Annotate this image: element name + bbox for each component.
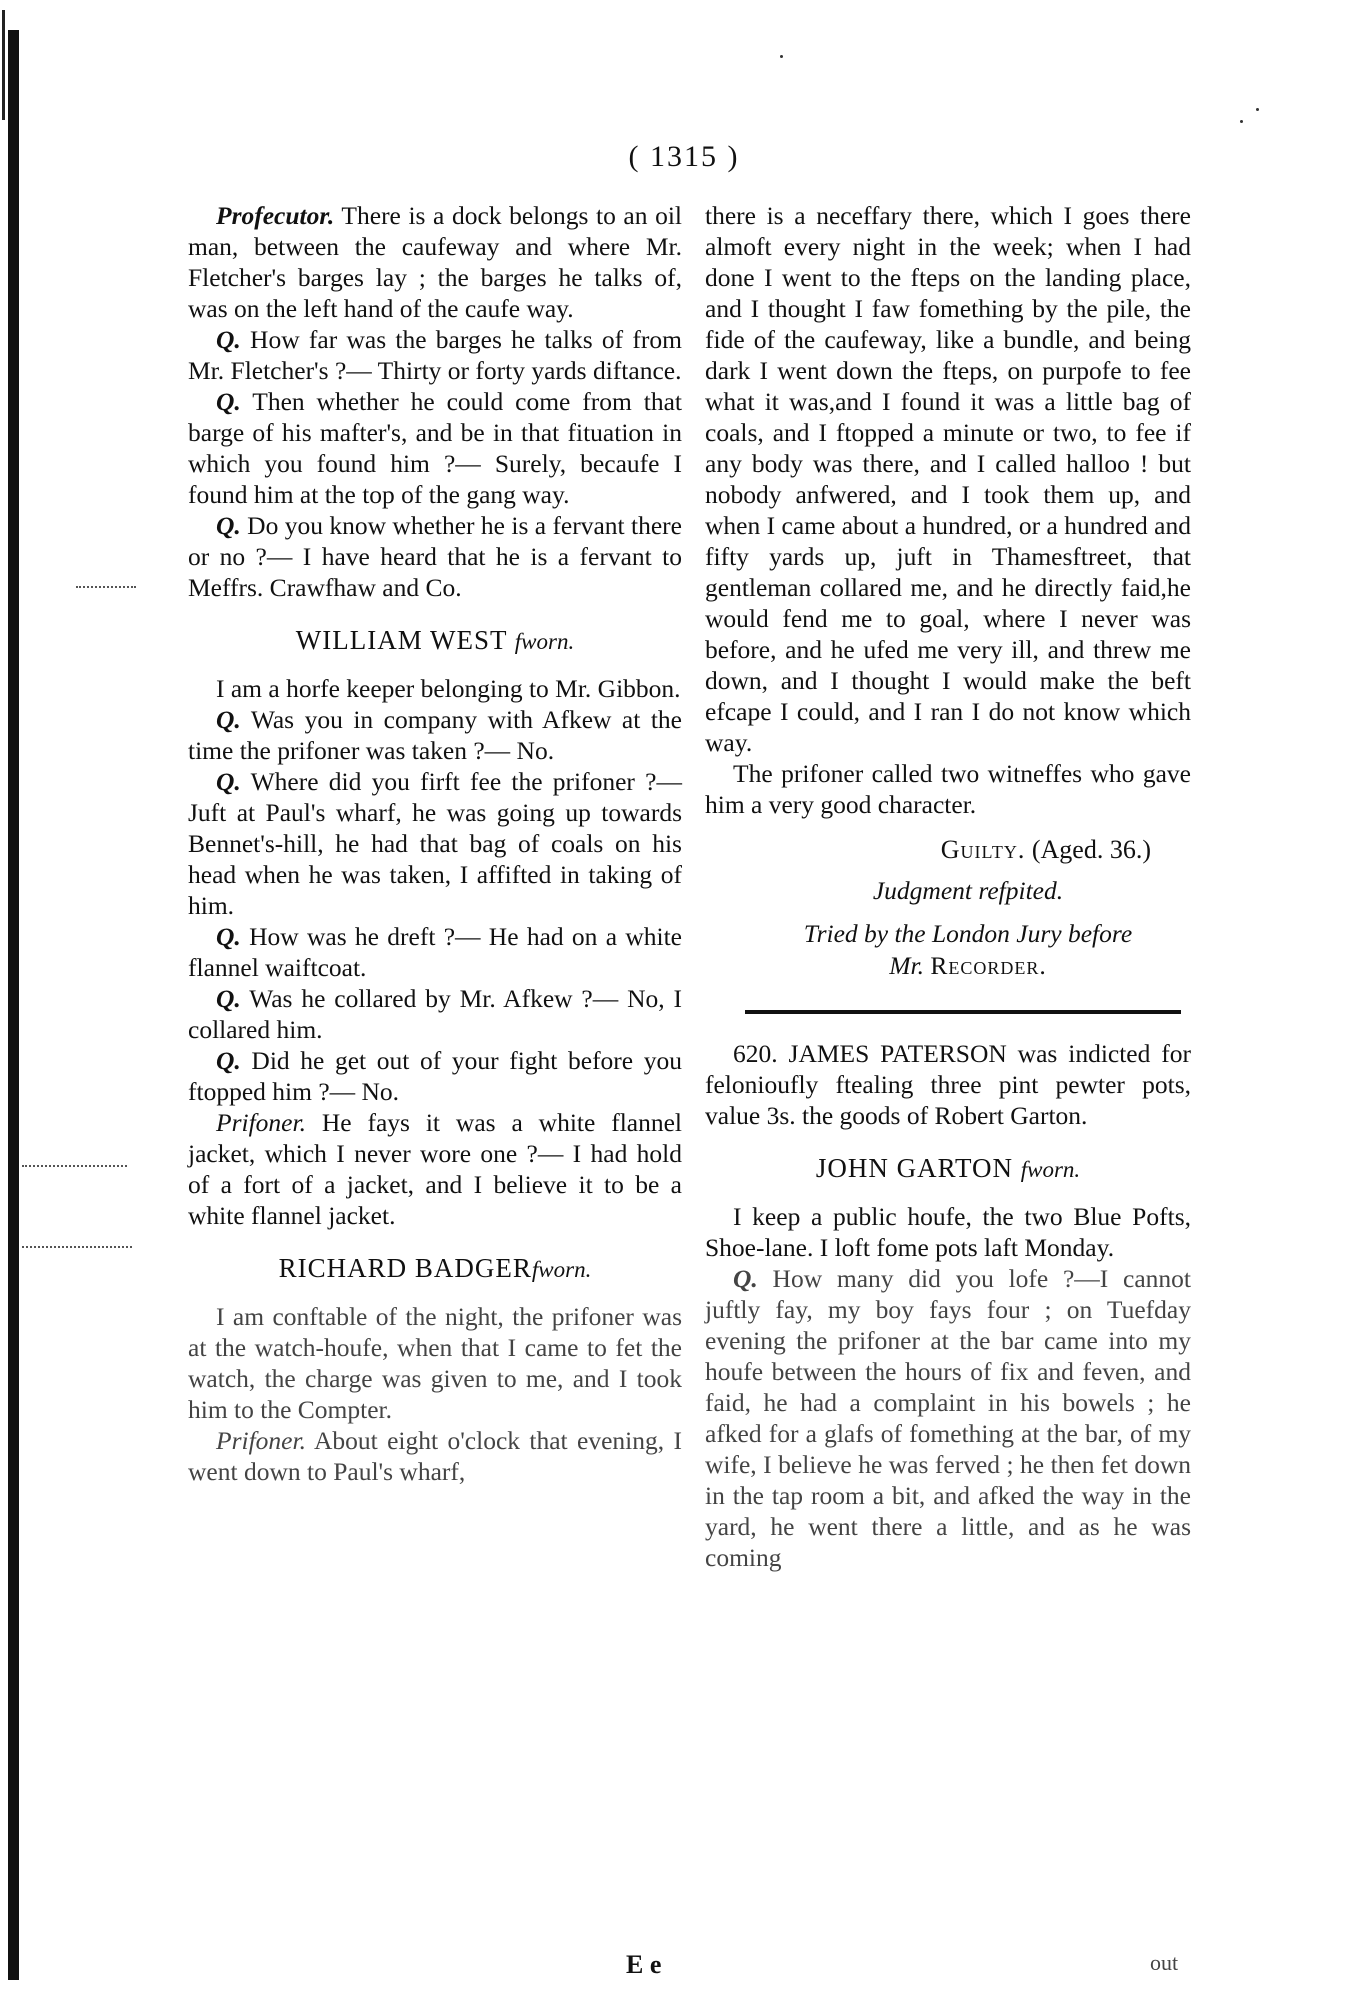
right-column (705, 200, 1191, 1573)
paragraph-text: About eight o'clock that evening, I went down to Paul's wharf, (188, 1426, 682, 1486)
paragraph (705, 1263, 1191, 1573)
case-paragraph (705, 1038, 1191, 1131)
witness-heading (705, 1153, 1191, 1185)
paragraph (188, 704, 682, 766)
paragraph (188, 1045, 682, 1107)
question-mark: Q. (216, 511, 241, 540)
age-note: (Aged. 36.) (1031, 835, 1151, 864)
paragraph-text: How far was the barges he talks of from Mr. Fletcher's ?— Thirty or forty yards diftance. (188, 325, 682, 385)
witness-name: WILLIAM WEST (295, 625, 508, 655)
scan-speck (780, 55, 783, 58)
scan-mark (22, 1246, 132, 1249)
paragraph-text: I am conftable of the night, the prifoner was at the watch-houfe, when that I came to fet the watch, the charge was given to me, and I took him to the Compter. (188, 1302, 682, 1424)
paragraph-text: Where did you firft fee the prifoner ?—Juft at Paul's wharf, he was going up towards Bennet's-hill, he had that bag of coals on his head when he was taken, I affifted in taking of him. (188, 767, 682, 920)
paragraph (705, 758, 1191, 820)
question-mark: Q. (216, 984, 241, 1013)
paragraph-text: Do you know whether he is a fervant there or no ?— I have heard that he is a fervant to Meffrs. Crawfhaw and Co. (188, 511, 682, 602)
question-mark: Q. (733, 1264, 758, 1293)
scan-speck (1256, 108, 1259, 111)
case-number: 620. (733, 1039, 778, 1068)
paragraph (188, 921, 682, 983)
page-number: ( 1315 ) (628, 140, 740, 173)
witness-name: RICHARD BADGER (278, 1253, 532, 1283)
paragraph-text: there is a neceffary there, which I goes there almoft every night in the week; when I had done I went to the fteps on the landing place, and I thought I faw fomething by the pile, the fide of the caufeway, like a bundle, and being dark I went down the fteps, on purpofe to fee what it was,and I found it was a little bag of coals, and I ftopped a minute or two, to fee if any body was there, and I called halloo ! but nobody anfwered, and I took them up, and when I came about a hundred, or a hundred and fifty yards up, juft in Thamesftreet, that gentleman collared me, and he directly faid,he would fend me to goal, where I never was before, and he ufed me very ill, and threw me down, and I thought I would make the beft efcape I could, and I ran I do not know which way. (705, 201, 1191, 757)
speaker-label: Profecutor. (216, 201, 335, 230)
section-divider (745, 1010, 1181, 1014)
paragraph (188, 766, 682, 921)
witness-name: JOHN GARTON (815, 1153, 1013, 1183)
paragraph-text: Then whether he could come from that barge of his mafter's, and be in that fituation in which you found him ?— Surely, becaufe I found him at the top of the gang way. (188, 387, 682, 509)
speaker-label: Prifoner. (216, 1108, 306, 1137)
witness-heading (188, 625, 682, 657)
binding-edge-thin (2, 10, 5, 120)
paragraph-text: How many did you lofe ?—I cannot juftly fay, my boy fays four ; on Tuefday evening the prifoner at the bar came into my houfe between the hours of fix and feven, and faid, he had a complaint in his bowels ; he afked for a glafs of fomething at the bar, of my wife, I believe he was ferved ; he then fet down in the tap room a bit, and afked the way in the yard, he went there a little, and as he was coming (705, 1264, 1191, 1572)
paragraph (188, 673, 682, 704)
question-mark: Q. (216, 705, 241, 734)
binding-edge (8, 30, 19, 1980)
paragraph-text: I am a horfe keeper belonging to Mr. Gibbon. (216, 674, 681, 703)
speaker-label: Prifoner. (216, 1426, 306, 1455)
paragraph-text: Was you in company with Afkew at the time the prifoner was taken ?— No. (188, 705, 682, 765)
catchword-signature: E e (626, 1950, 662, 1979)
paragraph (188, 386, 682, 510)
judgment-note: Judgment refpited. (872, 876, 1064, 905)
trial-line: Tried by the London Jury before (803, 919, 1133, 948)
sworn-label: fworn. (1020, 1157, 1081, 1182)
question-mark: Q. (216, 387, 241, 416)
left-column (188, 200, 682, 1487)
paragraph (188, 200, 682, 324)
paragraph-text: Did he get out of your fight before you ftopped him ?— No. (188, 1046, 682, 1106)
paragraph-text: He fays it was a white flannel jacket, which I never wore one ?— I had hold of a fort of a jacket, and I believe it to be a white flannel jacket. (188, 1108, 682, 1230)
paragraph (188, 1107, 682, 1231)
paragraph-text: How was he dreft ?— He had on a white flannel waiftcoat. (188, 922, 682, 982)
question-mark: Q. (216, 325, 241, 354)
sworn-label: fworn. (531, 1257, 592, 1282)
paragraph (188, 1301, 682, 1425)
paragraph (188, 1425, 682, 1487)
scan-mark (76, 586, 136, 589)
scan-speck (1240, 120, 1243, 123)
witness-heading (188, 1253, 682, 1285)
paragraph (188, 983, 682, 1045)
trial-note (745, 918, 1191, 982)
paragraph (705, 1201, 1191, 1263)
paragraph-text: There is a dock belongs to an oil man, between the caufeway and where Mr. Fletcher's barges lay ; the barges he talks of, was on the left hand of the caufe way. (188, 201, 682, 323)
sworn-label: fworn. (514, 629, 575, 654)
paragraph-text: I keep a public houfe, the two Blue Pofts, Shoe-lane. I loft fome pots laft Monday. (705, 1202, 1191, 1262)
scan-mark (22, 1165, 127, 1168)
paragraph (188, 510, 682, 603)
catchword-right: out (1150, 1950, 1179, 1975)
verdict-label: Guilty. (940, 835, 1026, 864)
paragraph-text: Was he collared by Mr. Afkew ?— No, I collared him. (188, 984, 682, 1044)
question-mark: Q. (216, 922, 241, 951)
paragraph (188, 324, 682, 386)
trial-recorder: Recorder. (930, 951, 1047, 980)
paragraph (705, 200, 1191, 758)
paragraph-text: The prifoner called two witneffes who gave him a very good character. (705, 759, 1191, 819)
paragraph-text: JAMES PATERSON was indicted for felonioufly ftealing three pint pewter pots, value 3s. the goods of Robert Garton. (705, 1039, 1191, 1130)
question-mark: Q. (216, 1046, 241, 1075)
verdict (705, 834, 1191, 865)
question-mark: Q. (216, 767, 241, 796)
trial-mr: Mr. (889, 951, 924, 980)
